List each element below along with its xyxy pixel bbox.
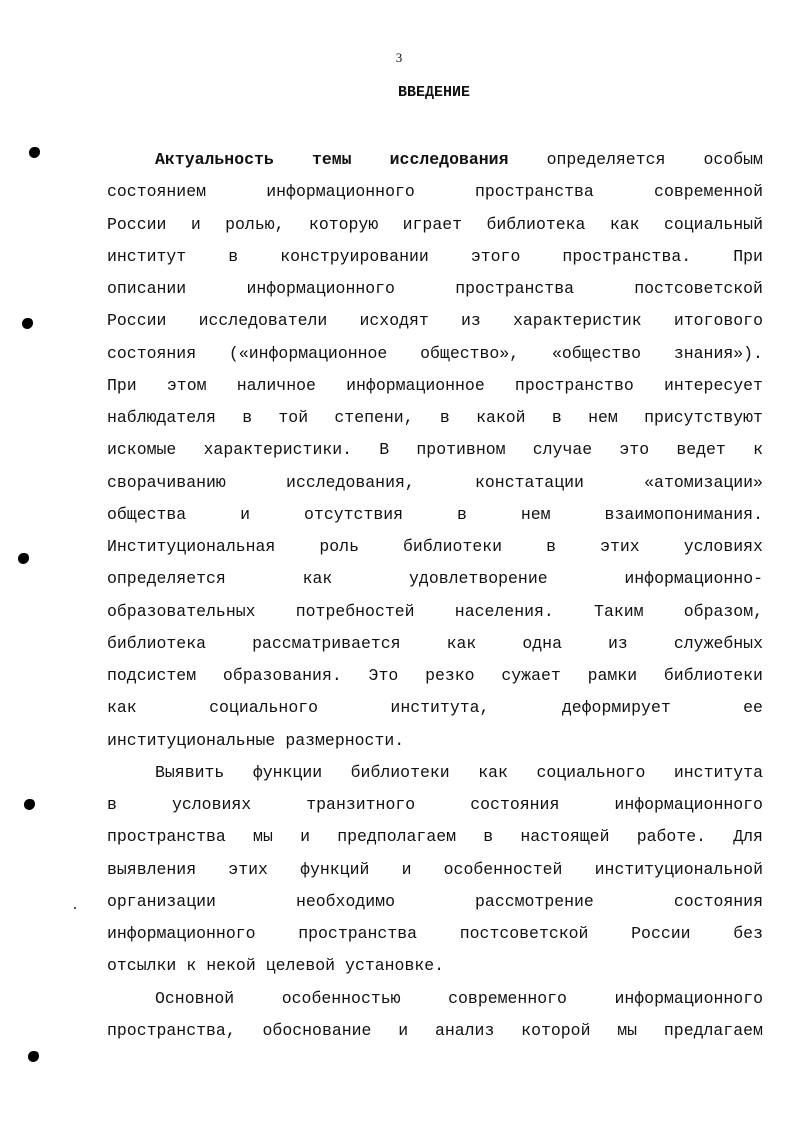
- word: как: [478, 762, 508, 782]
- text-line: [107, 821, 763, 853]
- word: нем: [588, 408, 618, 427]
- word: характеристики.: [203, 440, 353, 460]
- word: информационно-: [624, 569, 763, 589]
- word: обоснование: [262, 1020, 372, 1040]
- word: удовлетворение: [409, 569, 548, 589]
- word: пространства.: [562, 246, 692, 266]
- word: взаимопонимания.: [604, 504, 763, 524]
- word: условиях: [171, 795, 252, 814]
- word: социального: [209, 698, 319, 718]
- text-line: [107, 1015, 763, 1047]
- word: в: [457, 504, 467, 524]
- word: искомые: [107, 440, 177, 460]
- word: населения.: [454, 601, 554, 621]
- word: пространство: [514, 375, 634, 395]
- word: библиотеки: [350, 762, 450, 782]
- text-line: [107, 273, 763, 305]
- page-number: 3: [395, 50, 403, 65]
- word: условиях: [683, 537, 763, 556]
- word: которой: [521, 1020, 591, 1040]
- word: современной: [654, 182, 763, 202]
- word: Институциональная: [107, 537, 276, 556]
- binder-hole-mark: [18, 553, 29, 564]
- word: констатации: [475, 472, 584, 492]
- word: России: [107, 311, 167, 331]
- word: состояния: [107, 343, 197, 363]
- word: конструировании: [280, 246, 429, 266]
- word: этого: [470, 246, 521, 266]
- word: рассмотрение: [475, 891, 594, 911]
- text-line: [107, 918, 763, 950]
- word: в: [439, 408, 450, 427]
- text-line: [107, 499, 763, 531]
- word: отсылки: [107, 956, 177, 976]
- word: анализ: [434, 1020, 495, 1040]
- word: определяется: [107, 569, 226, 589]
- word: исследователи: [198, 311, 328, 331]
- text-line: [107, 402, 763, 434]
- word: постсоветской: [634, 279, 763, 298]
- word: пространства: [107, 827, 226, 847]
- word: транзитного: [306, 795, 416, 814]
- word: мы: [253, 827, 273, 847]
- word: наличное: [236, 375, 316, 395]
- word: особенностей: [443, 859, 563, 879]
- word: этом: [166, 375, 207, 395]
- word: исходят: [359, 311, 429, 331]
- word: как: [446, 633, 477, 653]
- word: пространства: [455, 279, 575, 298]
- word: При: [733, 246, 763, 266]
- word: размерности.: [285, 730, 405, 750]
- word: особенностью: [281, 988, 401, 1008]
- word: той: [278, 408, 309, 427]
- word: которую: [308, 214, 379, 234]
- text-line: [107, 692, 763, 724]
- word: это: [619, 440, 650, 460]
- word: информационного: [246, 279, 395, 298]
- word: образом,: [683, 601, 763, 621]
- word: отсутствия: [304, 504, 404, 524]
- word: институт: [107, 246, 187, 266]
- word: Таким: [594, 601, 644, 621]
- word: определяется: [546, 150, 666, 169]
- word: информационного: [266, 182, 415, 202]
- word: интересует: [663, 375, 763, 395]
- text-line: [107, 725, 763, 757]
- word: некой: [206, 956, 256, 976]
- word: резко: [425, 666, 475, 685]
- text-line: [107, 983, 763, 1015]
- word: в: [242, 408, 253, 427]
- binder-hole-mark: [22, 318, 33, 329]
- word: Для: [733, 827, 763, 847]
- word: играет: [402, 214, 463, 234]
- text-line: [107, 467, 763, 499]
- word: («информационное: [228, 343, 388, 363]
- word: в: [228, 246, 239, 266]
- word: мы: [617, 1020, 638, 1040]
- word: и: [401, 859, 412, 879]
- word: России: [107, 214, 167, 234]
- text-line: [107, 176, 763, 208]
- word: рамки: [587, 666, 638, 685]
- word: без: [733, 924, 763, 943]
- text-line: [107, 563, 763, 595]
- word: и: [190, 214, 201, 234]
- word: выявления: [107, 859, 197, 879]
- word: к: [753, 440, 763, 460]
- text-line: [107, 144, 763, 176]
- word: постсоветской: [459, 924, 589, 943]
- word: служебных: [673, 633, 763, 653]
- word: института,: [390, 698, 490, 718]
- word: современного: [448, 988, 567, 1008]
- word: исследования,: [286, 472, 415, 492]
- word: присутствуют: [644, 408, 763, 427]
- word: Это: [368, 666, 399, 685]
- word: противном: [416, 440, 506, 460]
- word: деформирует: [561, 698, 671, 718]
- word: и: [240, 504, 251, 524]
- word: При: [107, 375, 137, 395]
- text-line: [107, 596, 763, 628]
- word: потребностей: [295, 601, 415, 621]
- word: Актуальность: [155, 150, 274, 169]
- word: итогового: [673, 311, 763, 331]
- text-line: [107, 531, 763, 563]
- word: в: [551, 408, 562, 427]
- binder-hole-mark: [24, 799, 35, 810]
- word: этих: [228, 859, 268, 879]
- word: как: [609, 214, 640, 234]
- word: и: [398, 1020, 409, 1040]
- word: общества: [107, 504, 187, 524]
- text-line: [107, 338, 763, 370]
- word: общество»,: [420, 343, 520, 363]
- word: особым: [703, 150, 763, 169]
- word: состояния: [470, 795, 560, 814]
- word: темы: [311, 150, 352, 169]
- word: целевой: [265, 956, 336, 976]
- word: этих: [600, 537, 640, 556]
- word: Основной: [155, 988, 235, 1008]
- word: одна: [522, 633, 562, 653]
- binder-hole-mark: [28, 1051, 39, 1062]
- word: в: [483, 827, 494, 847]
- word: нем: [520, 504, 551, 524]
- word: как: [302, 569, 333, 589]
- word: библиотеки: [403, 537, 503, 556]
- word: пространства: [298, 924, 418, 943]
- text-line: [107, 886, 763, 918]
- binder-hole-mark: [29, 147, 40, 158]
- word: «атомизации»: [644, 472, 763, 492]
- word: ведет: [676, 440, 726, 460]
- word: России: [631, 924, 691, 943]
- word: библиотека: [486, 214, 586, 234]
- word: ролью,: [225, 214, 285, 234]
- word: знания»).: [673, 343, 763, 363]
- word: и: [300, 827, 310, 847]
- scan-speck: [74, 907, 76, 909]
- word: случае: [532, 440, 593, 460]
- word: информационное: [346, 375, 485, 395]
- word: сворачиванию: [107, 472, 226, 492]
- text-line: [107, 757, 763, 789]
- word: наблюдателя: [107, 408, 216, 427]
- word: степени,: [334, 408, 414, 427]
- word: предлагаем: [663, 1020, 763, 1040]
- word: установке.: [345, 956, 445, 976]
- word: организации: [107, 891, 216, 911]
- text-line: [107, 628, 763, 660]
- word: характеристик: [512, 311, 642, 331]
- word: работе.: [636, 827, 707, 847]
- word: в: [107, 795, 117, 814]
- text-line: [107, 854, 763, 886]
- word: библиотека: [107, 633, 207, 653]
- word: функции: [252, 762, 323, 782]
- word: пространства: [475, 182, 594, 202]
- word: предполагаем: [337, 827, 457, 847]
- word: института: [673, 762, 763, 782]
- word: состояния: [673, 891, 763, 911]
- text-line: [107, 434, 763, 466]
- word: образования.: [222, 666, 342, 685]
- word: описании: [107, 279, 187, 298]
- word: институциональные: [107, 730, 276, 750]
- word: из: [460, 311, 481, 331]
- word: «общество: [551, 343, 642, 363]
- word: из: [608, 633, 628, 653]
- word: необходимо: [295, 891, 395, 911]
- word: к: [186, 956, 197, 976]
- word: состоянием: [107, 182, 207, 202]
- word: сужает: [501, 666, 561, 685]
- word: роль: [319, 537, 359, 556]
- word: подсистем: [107, 666, 197, 685]
- word: информационного: [614, 795, 763, 814]
- word: в: [546, 537, 557, 556]
- word: функций: [300, 859, 370, 879]
- word: Выявить: [155, 762, 225, 782]
- text-line: [107, 305, 763, 337]
- word: как: [107, 698, 137, 718]
- text-line: [107, 241, 763, 273]
- word: рассматривается: [252, 633, 401, 653]
- word: информационного: [614, 988, 763, 1008]
- word: исследования: [389, 150, 509, 169]
- text-line: [107, 660, 763, 692]
- word: ее: [743, 698, 763, 718]
- word: институциональной: [594, 859, 763, 879]
- word: библиотеки: [663, 666, 763, 685]
- text-line: [107, 370, 763, 402]
- body-text: [107, 144, 763, 1047]
- word: настоящей: [520, 827, 610, 847]
- section-heading: ВВЕДЕНИЕ: [397, 84, 470, 101]
- word: какой: [476, 408, 526, 427]
- word: пространства,: [107, 1020, 236, 1040]
- word: В: [379, 440, 390, 460]
- word: информационного: [107, 924, 256, 943]
- text-line: [107, 789, 763, 821]
- text-line: [107, 209, 763, 241]
- word: социального: [536, 762, 646, 782]
- text-line: [107, 950, 763, 982]
- word: образовательных: [107, 601, 256, 621]
- word: социальный: [663, 214, 763, 234]
